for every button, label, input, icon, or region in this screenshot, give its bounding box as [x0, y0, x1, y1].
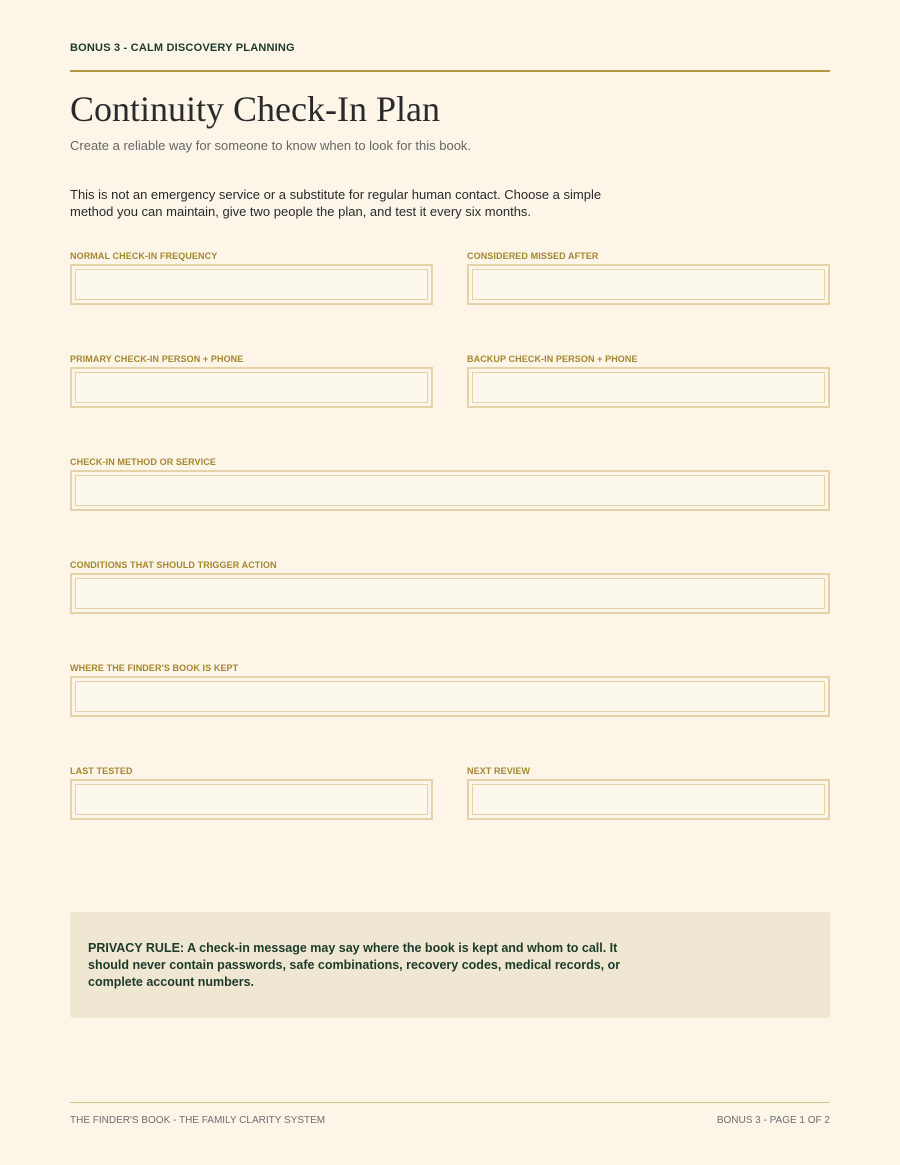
primary-person-label: PRIMARY CHECK-IN PERSON + PHONE — [70, 354, 244, 364]
header-divider — [70, 70, 830, 72]
footer-divider — [70, 1102, 830, 1103]
normal-frequency-input[interactable] — [75, 269, 428, 300]
method-input[interactable] — [75, 475, 825, 506]
page-title: Continuity Check-In Plan — [70, 89, 440, 129]
method-label: CHECK-IN METHOD OR SERVICE — [70, 457, 216, 467]
next-review-field[interactable] — [467, 779, 830, 820]
book-location-label: WHERE THE FINDER'S BOOK IS KEPT — [70, 663, 239, 673]
normal-frequency-field[interactable] — [70, 264, 433, 305]
primary-person-field[interactable] — [70, 367, 433, 408]
primary-person-input[interactable] — [75, 372, 428, 403]
backup-person-field[interactable] — [467, 367, 830, 408]
method-field[interactable] — [70, 470, 830, 511]
page-subtitle: Create a reliable way for someone to know when to look for this book. — [70, 138, 472, 153]
normal-frequency-label: NORMAL CHECK-IN FREQUENCY — [70, 251, 218, 261]
next-review-label: NEXT REVIEW — [467, 766, 531, 776]
considered-missed-label: CONSIDERED MISSED AFTER — [467, 251, 599, 261]
section-kicker: BONUS 3 - CALM DISCOVERY PLANNING — [70, 42, 295, 54]
page — [70, 0, 830, 1165]
backup-person-input[interactable] — [472, 372, 825, 403]
considered-missed-field[interactable] — [467, 264, 830, 305]
intro-paragraph: This is not an emergency service or a substitute for regular human contact. Choose a simple method you can maintain, give two people the plan, and test it every six months. — [70, 187, 602, 219]
book-location-input[interactable] — [75, 681, 825, 712]
conditions-input[interactable] — [75, 578, 825, 609]
privacy-note-text: PRIVACY RULE: A check-in message may say where the book is kept and whom to call. It should never contain passwords, safe combinations, recovery codes, medical records, or complete account numbers. — [88, 941, 621, 989]
considered-missed-input[interactable] — [472, 269, 825, 300]
next-review-input[interactable] — [472, 784, 825, 815]
backup-person-label: BACKUP CHECK-IN PERSON + PHONE — [467, 354, 638, 364]
conditions-field[interactable] — [70, 573, 830, 614]
book-location-field[interactable] — [70, 676, 830, 717]
last-tested-label: LAST TESTED — [70, 766, 133, 776]
conditions-label: CONDITIONS THAT SHOULD TRIGGER ACTION — [70, 560, 277, 570]
footer-page-number: BONUS 3 - PAGE 1 OF 2 — [716, 1115, 830, 1126]
privacy-note-box — [70, 912, 830, 1018]
last-tested-input[interactable] — [75, 784, 428, 815]
footer-book-title: THE FINDER'S BOOK - THE FAMILY CLARITY SYSTEM — [70, 1115, 326, 1126]
last-tested-field[interactable] — [70, 779, 433, 820]
